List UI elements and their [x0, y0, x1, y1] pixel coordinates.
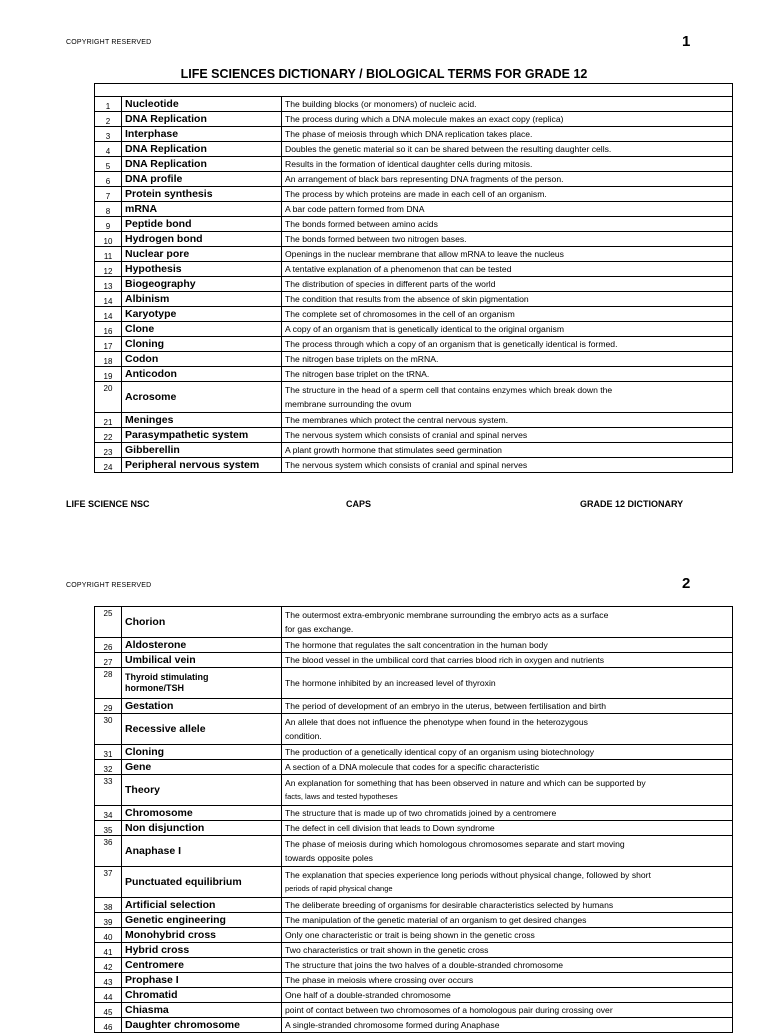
table-row: [95, 337, 733, 352]
term-name: Hydrogen bond: [122, 232, 282, 247]
term-name: Albinism: [122, 292, 282, 307]
term-name: DNA Replication: [122, 112, 282, 127]
term-number: 3: [95, 127, 122, 142]
term-number: 45: [95, 1003, 122, 1018]
definition-line2: facts, laws and tested hypotheses: [285, 792, 398, 801]
table-row: [95, 714, 733, 745]
term-name: [122, 668, 282, 699]
term-number: 21: [95, 413, 122, 428]
term-name: DNA profile: [122, 172, 282, 187]
document-title: LIFE SCIENCES DICTIONARY / BIOLOGICAL TERMS FOR GRADE 12: [180, 67, 588, 81]
table-row: [95, 745, 733, 760]
table-header-row: [95, 84, 733, 97]
term-name: Gene: [122, 760, 282, 775]
term-name: Chorion: [122, 607, 282, 638]
term-number: 7: [95, 187, 122, 202]
table-row: [95, 836, 733, 867]
term-number: 4: [95, 142, 122, 157]
definition-line2: for gas exchange.: [285, 624, 354, 634]
term-number: 8: [95, 202, 122, 217]
copyright-notice: COPYRIGHT RESERVED: [66, 39, 152, 46]
table-row: [95, 382, 733, 413]
table-row: [95, 913, 733, 928]
table-row: [95, 322, 733, 337]
term-number: 43: [95, 973, 122, 988]
definition-line1: The structure in the head of a sperm cell that contains enzymes which break down the: [285, 385, 613, 395]
table-row: [95, 187, 733, 202]
table-row: [95, 973, 733, 988]
term-definition: The building blocks (or monomers) of nucleic acid.: [282, 97, 733, 112]
term-number: 25: [95, 607, 122, 638]
term-name: Clone: [122, 322, 282, 337]
term-definition: Two characteristics or trait shown in the genetic cross: [282, 943, 733, 958]
term-number: 33: [95, 775, 122, 806]
definition-line2: membrane surrounding the ovum: [285, 399, 412, 409]
term-definition: A copy of an organism that is genetically identical to the original organism: [282, 322, 733, 337]
term-name: Centromere: [122, 958, 282, 973]
term-number: 40: [95, 928, 122, 943]
table-row: [95, 458, 733, 473]
term-definition: The phase of meiosis through which DNA replication takes place.: [282, 127, 733, 142]
term-definition: A bar code pattern formed from DNA: [282, 202, 733, 217]
term-name: Cloning: [122, 745, 282, 760]
term-name-line1: Thyroid stimulating: [125, 672, 209, 682]
table-row: [95, 142, 733, 157]
term-number: 16: [95, 322, 122, 337]
term-number: 1: [95, 97, 122, 112]
term-name: Theory: [122, 775, 282, 806]
term-name: Umbilical vein: [122, 653, 282, 668]
term-definition: The nervous system which consists of cranial and spinal nerves: [282, 458, 733, 473]
term-definition: The blood vessel in the umbilical cord that carries blood rich in oxygen and nutrients: [282, 653, 733, 668]
term-number: 2: [95, 112, 122, 127]
term-name: Biogeography: [122, 277, 282, 292]
table-row: [95, 127, 733, 142]
term-definition: The manipulation of the genetic material of an organism to get desired changes: [282, 913, 733, 928]
term-name: Gibberellin: [122, 443, 282, 458]
term-name: Recessive allele: [122, 714, 282, 745]
term-definition: Openings in the nuclear membrane that allow mRNA to leave the nucleus: [282, 247, 733, 262]
table-row: [95, 928, 733, 943]
table-row: [95, 898, 733, 913]
term-number: 44: [95, 988, 122, 1003]
term-definition: A section of a DNA molecule that codes for a specific characteristic: [282, 760, 733, 775]
page-number: 1: [682, 33, 691, 50]
term-number: 13: [95, 277, 122, 292]
definition-line1: The outermost extra-embryonic membrane surrounding the embryo acts as a surface: [285, 610, 609, 620]
term-number: 11: [95, 247, 122, 262]
term-name: Nucleotide: [122, 97, 282, 112]
table-row: [95, 307, 733, 322]
table-row: [95, 806, 733, 821]
term-number: 19: [95, 367, 122, 382]
table-row: [95, 958, 733, 973]
term-number: 34: [95, 806, 122, 821]
table-row: [95, 352, 733, 367]
term-definition: The nervous system which consists of cranial and spinal nerves: [282, 428, 733, 443]
term-definition: The process by which proteins are made in each cell of an organism.: [282, 187, 733, 202]
term-definition: The hormone that regulates the salt concentration in the human body: [282, 638, 733, 653]
table-row: [95, 97, 733, 112]
term-name: Nuclear pore: [122, 247, 282, 262]
term-number: 10: [95, 232, 122, 247]
term-number: 37: [95, 867, 122, 898]
table-row: [95, 247, 733, 262]
term-definition: The defect in cell division that leads to Down syndrome: [282, 821, 733, 836]
term-name: Aldosterone: [122, 638, 282, 653]
table-row: [95, 232, 733, 247]
term-number: 27: [95, 653, 122, 668]
term-name: Chiasma: [122, 1003, 282, 1018]
term-number: 18: [95, 352, 122, 367]
term-number: 28: [95, 668, 122, 699]
table-row: [95, 292, 733, 307]
term-definition: Results in the formation of identical daughter cells during mitosis.: [282, 157, 733, 172]
term-name-line2: hormone/TSH: [125, 683, 185, 693]
table-row: [95, 428, 733, 443]
table-row: [95, 1003, 733, 1018]
table-row: [95, 821, 733, 836]
term-number: 41: [95, 943, 122, 958]
term-number: 26: [95, 638, 122, 653]
term-definition: The complete set of chromosomes in the cell of an organism: [282, 307, 733, 322]
term-number: 17: [95, 337, 122, 352]
copyright-notice: COPYRIGHT RESERVED: [66, 582, 152, 589]
term-name: Artificial selection: [122, 898, 282, 913]
term-number: 23: [95, 443, 122, 458]
table-row: [95, 638, 733, 653]
term-definition: The phase in meiosis where crossing over occurs: [282, 973, 733, 988]
term-definition: The deliberate breeding of organisms for desirable characteristics selected by humans: [282, 898, 733, 913]
table-row: [95, 775, 733, 806]
term-definition: The bonds formed between amino acids: [282, 217, 733, 232]
term-number: 32: [95, 760, 122, 775]
term-definition: The production of a genetically identical copy of an organism using biotechnology: [282, 745, 733, 760]
term-number: 30: [95, 714, 122, 745]
term-name: Meninges: [122, 413, 282, 428]
term-definition: The nitrogen base triplets on the mRNA.: [282, 352, 733, 367]
term-name: Daughter chromosome: [122, 1018, 282, 1033]
term-definition: The nitrogen base triplet on the tRNA.: [282, 367, 733, 382]
term-definition: The process through which a copy of an organism that is genetically identical is formed.: [282, 337, 733, 352]
term-number: 38: [95, 898, 122, 913]
term-definition: The condition that results from the absence of skin pigmentation: [282, 292, 733, 307]
term-number: 31: [95, 745, 122, 760]
term-definition: The structure that is made up of two chromatids joined by a centromere: [282, 806, 733, 821]
table-row: [95, 112, 733, 127]
term-definition: The process during which a DNA molecule makes an exact copy (replica): [282, 112, 733, 127]
term-name: Interphase: [122, 127, 282, 142]
term-number: 5: [95, 157, 122, 172]
term-definition: A plant growth hormone that stimulates seed germination: [282, 443, 733, 458]
term-definition: The bonds formed between two nitrogen bases.: [282, 232, 733, 247]
term-definition: [282, 867, 733, 898]
definition-line2: towards opposite poles: [285, 853, 373, 863]
term-definition: Doubles the genetic material so it can be shared between the resulting daughter cells.: [282, 142, 733, 157]
term-name: Punctuated equilibrium: [122, 867, 282, 898]
term-definition: [282, 382, 733, 413]
table-row: [95, 1018, 733, 1033]
term-name: Anticodon: [122, 367, 282, 382]
term-definition: The distribution of species in different parts of the world: [282, 277, 733, 292]
table-row: [95, 943, 733, 958]
term-name: Hybrid cross: [122, 943, 282, 958]
table-row: [95, 760, 733, 775]
term-name: Anaphase I: [122, 836, 282, 867]
term-name: Karyotype: [122, 307, 282, 322]
table-row: [95, 607, 733, 638]
term-number: 35: [95, 821, 122, 836]
table-row: [95, 367, 733, 382]
term-name: DNA Replication: [122, 142, 282, 157]
term-number: 9: [95, 217, 122, 232]
term-definition: The membranes which protect the central nervous system.: [282, 413, 733, 428]
term-name: Gestation: [122, 699, 282, 714]
term-definition: One half of a double-stranded chromosome: [282, 988, 733, 1003]
term-number: 14: [95, 292, 122, 307]
term-name: Genetic engineering: [122, 913, 282, 928]
term-name: mRNA: [122, 202, 282, 217]
term-name: DNA Replication: [122, 157, 282, 172]
definition-line1: An allele that does not influence the phenotype when found in the heterozygous: [285, 717, 588, 727]
table-row: [95, 157, 733, 172]
term-number: 12: [95, 262, 122, 277]
table-row: [95, 172, 733, 187]
table-row: [95, 699, 733, 714]
table-row: [95, 867, 733, 898]
definition-line2: periods of rapid physical change: [285, 884, 393, 893]
dictionary-table-page2: [94, 606, 733, 1033]
term-definition: [282, 775, 733, 806]
term-name: Acrosome: [122, 382, 282, 413]
term-name: Chromatid: [122, 988, 282, 1003]
term-name: Peptide bond: [122, 217, 282, 232]
definition-line2: condition.: [285, 731, 322, 741]
term-name: Protein synthesis: [122, 187, 282, 202]
term-name: Cloning: [122, 337, 282, 352]
term-definition: The hormone inhibited by an increased level of thyroxin: [282, 668, 733, 699]
term-definition: [282, 607, 733, 638]
term-name: Chromosome: [122, 806, 282, 821]
table-row: [95, 413, 733, 428]
term-definition: The period of development of an embryo in the uterus, between fertilisation and birth: [282, 699, 733, 714]
table-row: [95, 217, 733, 232]
term-name: Parasympathetic system: [122, 428, 282, 443]
term-number: 20: [95, 382, 122, 413]
table-row: [95, 668, 733, 699]
term-number: 29: [95, 699, 122, 714]
term-number: 22: [95, 428, 122, 443]
term-number: 39: [95, 913, 122, 928]
term-definition: The structure that joins the two halves of a double-stranded chromosome: [282, 958, 733, 973]
term-definition: [282, 836, 733, 867]
term-number: 36: [95, 836, 122, 867]
table-row: [95, 443, 733, 458]
term-name: Non disjunction: [122, 821, 282, 836]
footer-center: CAPS: [346, 499, 372, 509]
table-row: [95, 262, 733, 277]
table-row: [95, 653, 733, 668]
definition-line1: The explanation that species experience long periods without physical change, followed by short: [285, 870, 651, 880]
table-row: [95, 277, 733, 292]
term-name: Codon: [122, 352, 282, 367]
term-name: Hypothesis: [122, 262, 282, 277]
table-row: [95, 988, 733, 1003]
table-row: [95, 202, 733, 217]
term-number: 24: [95, 458, 122, 473]
definition-line1: An explanation for something that has been observed in nature and which can be supported by: [285, 778, 646, 788]
term-name: Monohybrid cross: [122, 928, 282, 943]
footer-left: LIFE SCIENCE NSC: [66, 499, 150, 509]
term-definition: [282, 714, 733, 745]
term-name: Prophase I: [122, 973, 282, 988]
term-number: 14: [95, 307, 122, 322]
term-definition: An arrangement of black bars representing DNA fragments of the person.: [282, 172, 733, 187]
dictionary-table-page1: [94, 83, 733, 473]
term-number: 46: [95, 1018, 122, 1033]
definition-line1: The phase of meiosis during which homologous chromosomes separate and start moving: [285, 839, 625, 849]
term-number: 42: [95, 958, 122, 973]
term-number: 6: [95, 172, 122, 187]
term-name: Peripheral nervous system: [122, 458, 282, 473]
term-definition: point of contact between two chromosomes of a homologous pair during crossing over: [282, 1003, 733, 1018]
term-definition: A tentative explanation of a phenomenon that can be tested: [282, 262, 733, 277]
page-number: 2: [682, 575, 691, 592]
term-definition: Only one characteristic or trait is being shown in the genetic cross: [282, 928, 733, 943]
term-definition: A single-stranded chromosome formed during Anaphase: [282, 1018, 733, 1033]
footer-right: GRADE 12 DICTIONARY: [580, 499, 684, 509]
